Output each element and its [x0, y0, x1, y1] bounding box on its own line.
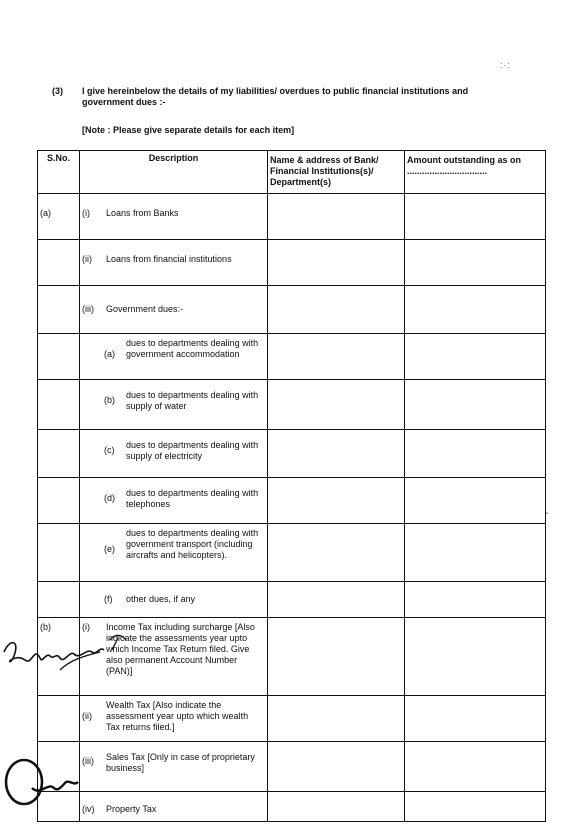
row-text: dues to departments dealing with telephones	[126, 488, 259, 509]
row-amount-cell[interactable]	[405, 582, 546, 618]
row-text: Government dues:-	[106, 304, 184, 314]
row-description	[80, 582, 268, 618]
table-row	[38, 240, 546, 286]
row-name-cell[interactable]	[268, 582, 405, 618]
row-description	[80, 380, 268, 430]
row-marker: (ii)	[82, 254, 92, 264]
row-name-cell[interactable]	[268, 742, 405, 792]
row-description	[80, 430, 268, 478]
handwritten-signature	[0, 630, 140, 680]
row-marker: (b)	[104, 395, 115, 405]
corner-mark: :·:	[500, 60, 511, 70]
row-description	[80, 194, 268, 240]
row-marker: (iii)	[82, 304, 94, 314]
row-marker: (a)	[104, 349, 115, 359]
row-name-cell[interactable]	[268, 286, 405, 334]
row-sno	[38, 478, 80, 524]
row-name-cell[interactable]	[268, 380, 405, 430]
table-row	[38, 582, 546, 618]
table-row	[38, 430, 546, 478]
row-name-cell[interactable]	[268, 334, 405, 380]
row-name-cell[interactable]	[268, 618, 405, 696]
row-name-cell[interactable]	[268, 240, 405, 286]
row-text: other dues, if any	[126, 594, 196, 604]
row-sno	[38, 380, 80, 430]
row-amount-cell[interactable]	[405, 430, 546, 478]
row-text: Sales Tax [Only in case of proprietary business]	[106, 752, 255, 773]
row-description	[80, 334, 268, 380]
row-sno	[38, 430, 80, 478]
row-text: dues to departments dealing with supply of water	[126, 390, 259, 411]
table-row	[38, 696, 546, 742]
table-row	[38, 742, 546, 792]
header-amount: Amount outstanding as on ................................	[405, 151, 546, 194]
row-sno	[38, 286, 80, 334]
table-row	[38, 792, 546, 822]
row-sno: (b)	[38, 618, 80, 696]
header-sno: S.No.	[38, 151, 80, 194]
row-amount-cell[interactable]	[405, 194, 546, 240]
table-row	[38, 524, 546, 582]
section-intro-text: I give hereinbelow the details of my liabilities/ overdues to public financial institutions and government dues :-	[82, 86, 469, 107]
row-text: Income Tax including surcharge [Also indicate the assessments year upto which Income Tax Return filed. Give also permanent Account Number (PAN)]	[106, 622, 255, 676]
row-description	[80, 240, 268, 286]
row-name-cell[interactable]	[268, 792, 405, 822]
margin-mark: -	[545, 508, 549, 519]
row-marker: (i)	[82, 208, 90, 218]
row-marker: (i)	[82, 622, 90, 632]
row-amount-cell[interactable]	[405, 334, 546, 380]
row-description	[80, 478, 268, 524]
section-note: [Note : Please give separate details for each item]	[82, 125, 295, 135]
row-description	[80, 696, 268, 742]
table-row	[38, 478, 546, 524]
table-header-row	[38, 151, 546, 194]
row-marker: (d)	[104, 493, 115, 503]
row-marker: (iii)	[82, 756, 94, 766]
row-name-cell[interactable]	[268, 194, 405, 240]
row-marker: (e)	[104, 544, 115, 554]
row-description	[80, 792, 268, 822]
row-description	[80, 742, 268, 792]
table-row	[38, 286, 546, 334]
row-sno	[38, 582, 80, 618]
row-amount-cell[interactable]	[405, 792, 546, 822]
row-amount-cell[interactable]	[405, 742, 546, 792]
row-amount-cell[interactable]	[405, 380, 546, 430]
row-description	[80, 524, 268, 582]
header-name-address: Name & address of Bank/ Financial Institutions(s)/ Department(s)	[268, 151, 405, 194]
row-marker: (iv)	[82, 804, 95, 814]
row-text: Loans from financial institutions	[106, 254, 232, 264]
row-sno	[38, 334, 80, 380]
liabilities-table	[37, 150, 549, 822]
table-row	[38, 334, 546, 380]
row-text: dues to departments dealing with government accommodation	[126, 338, 259, 359]
handwritten-initials	[0, 752, 82, 812]
row-sno	[38, 524, 80, 582]
row-name-cell[interactable]	[268, 478, 405, 524]
row-amount-cell[interactable]	[405, 240, 546, 286]
row-sno	[38, 240, 80, 286]
row-name-cell[interactable]	[268, 696, 405, 742]
row-amount-cell[interactable]	[405, 618, 546, 696]
row-sno	[38, 696, 80, 742]
section-number: (3)	[52, 86, 63, 96]
row-description	[80, 286, 268, 334]
row-name-cell[interactable]	[268, 430, 405, 478]
table-row	[38, 194, 546, 240]
row-sno: (a)	[38, 194, 80, 240]
row-text: dues to departments dealing with government transport (including aircrafts and helicopters).	[126, 528, 259, 560]
row-marker: (ii)	[82, 711, 92, 721]
row-text: Property Tax	[106, 804, 157, 814]
row-text: dues to departments dealing with supply of electricity	[126, 440, 259, 461]
row-text: Wealth Tax [Also indicate the assessment year upto which wealth Tax returns filed.]	[106, 700, 249, 732]
row-amount-cell[interactable]	[405, 524, 546, 582]
row-amount-cell[interactable]	[405, 696, 546, 742]
row-amount-cell[interactable]	[405, 478, 549, 524]
row-amount-cell[interactable]	[405, 286, 546, 334]
row-marker: (f)	[104, 594, 113, 604]
table-row	[38, 380, 546, 430]
row-marker: (c)	[104, 445, 115, 455]
row-text: Loans from Banks	[106, 208, 179, 218]
header-description: Description	[80, 151, 268, 194]
row-name-cell[interactable]	[268, 524, 405, 582]
